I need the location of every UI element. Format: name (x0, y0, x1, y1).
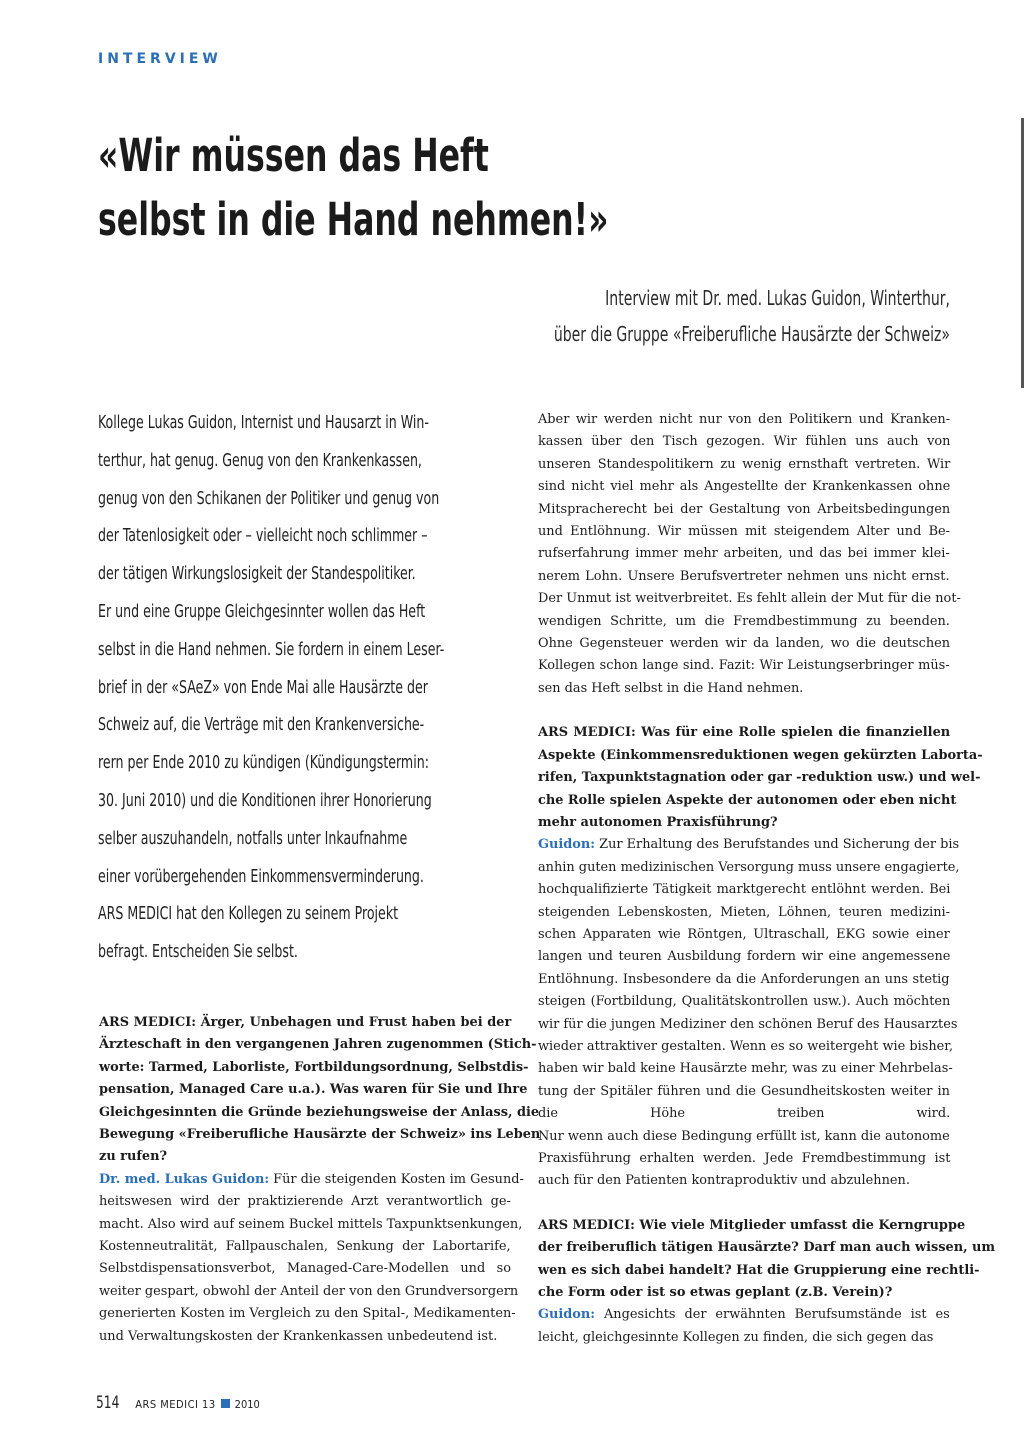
text-line (538, 1103, 950, 1125)
text-line (538, 991, 950, 1013)
lead-line: befragt. Entscheiden Sie selbst. (98, 942, 298, 963)
text-line (538, 1170, 950, 1192)
text-line (538, 678, 950, 700)
line-text: generierten Kosten im Vergleich zu den Spital-, Medikamenten- (99, 1306, 516, 1322)
text-line (538, 1327, 950, 1349)
line-text: Was für eine Rolle spielen die finanziellen (635, 725, 951, 741)
text-line (538, 611, 950, 633)
journal-issue: ARS MEDICI 13 (135, 1398, 216, 1411)
text-line (99, 1281, 519, 1303)
lead-line: Er und eine Gruppe Gleichgesinnter wollen das Heft (98, 601, 426, 622)
title-line-2: selbst in die Hand nehmen!» (98, 193, 609, 246)
text-line (538, 879, 950, 901)
section-label: INTERVIEW (98, 51, 222, 67)
page-number: 514 (96, 1393, 120, 1413)
lead-line: 30. Juni 2010) und die Konditionen ihrer Honorierung (98, 790, 432, 811)
line-text: steigen (Fortbildung, Qualitätskontrollen usw.). Auch möchten (538, 994, 951, 1010)
text-line (538, 499, 950, 521)
line-text: Gleichgesinnten die Gründe beziehungsweise der Anlass, die (99, 1104, 540, 1120)
subtitle-line-2: über die Gruppe «Freiberufliche Hausärzte der Schweiz» (553, 322, 950, 346)
text-line (538, 722, 950, 744)
text-line (99, 1303, 516, 1325)
line-text: steigenden Lebenskosten, Mieten, Löhnen, teuren medizini- (538, 904, 951, 920)
line-text: heitswesen wird der praktizierende Arzt verantwortlich ge- (99, 1194, 511, 1210)
line-text: Wie viele Mitglieder umfasst die Kerngruppe (634, 1217, 966, 1233)
line-text: haben wir bald keine Hausärzte mehr, was zu einer Mehrbelas- (538, 1061, 953, 1077)
line-text: Zur Erhaltung des Berufstandes und Sicherung der bis (595, 837, 960, 853)
text-line (538, 476, 950, 498)
text-line (538, 1260, 980, 1282)
line-text: leicht, gleichgesinnte Kollegen zu finden, die sich gegen das (538, 1329, 934, 1345)
line-text: Kostenneutralität, Fallpauschalen, Senkung der Labortarife, (99, 1239, 511, 1255)
line-text: Aspekte (Einkommensreduktionen wegen gekürzten Laborta- (538, 747, 983, 763)
line-text: Ärger, Unbehagen und Frust haben bei der (196, 1015, 512, 1030)
answer-1-continued (538, 409, 961, 700)
lead-line: ARS MEDICI hat den Kollegen zu seinem Projekt (98, 904, 399, 925)
line-text: che Form oder ist so etwas geplant (z.B. Verein)? (538, 1285, 893, 1301)
text-line (99, 1079, 528, 1101)
speaker-label: Guidon: (538, 1307, 596, 1323)
line-text: Selbstdispensationsverbot, Managed-Care-Modellen und so (99, 1261, 512, 1277)
line-text: Ohne Gegensteuer werden wir da landen, wo die deutschen (538, 636, 951, 652)
text-line (538, 1081, 950, 1103)
lead-line: selbst in die Hand nehmen. Sie fordern in einem Leser- (98, 639, 445, 660)
lead-line: terthur, hat genug. Genug von den Krankenkassen, (98, 450, 422, 471)
line-text: Entlöhnung. Insbesondere da die Anforderungen an uns stetig (538, 971, 950, 987)
line-text: langen und teuren Ausbildung fordern wir eine angemessene (538, 949, 951, 965)
text-line (538, 1304, 950, 1326)
text-line (99, 1146, 511, 1168)
line-text: Aber wir werden nicht nur von den Politikern und Kranken- (538, 412, 951, 427)
lead-line: Kollege Lukas Guidon, Internist und Hausarzt in Win- (98, 413, 429, 433)
text-line (538, 946, 950, 968)
text-line (538, 1237, 996, 1259)
text-line (538, 1014, 958, 1036)
text-line (538, 969, 950, 991)
line-text: sind nicht viel mehr als Angestellte der Krankenkassen ohne (538, 479, 951, 495)
line-text: Ärzteschaft in den vergangenen Jahren zugenommen (Stich- (99, 1037, 537, 1053)
line-text: der freiberuflich tätigen Hausärzte? Darf man auch wissen, um (538, 1240, 996, 1256)
text-line (99, 1102, 540, 1124)
line-text: Mitspracherecht bei der Gestaltung von Arbeitsbedingungen (538, 501, 951, 517)
article-title (98, 124, 691, 252)
answer-1 (99, 1169, 524, 1348)
text-line (99, 1236, 511, 1258)
text-line (99, 1057, 529, 1079)
text-line (538, 1126, 950, 1148)
text-line (99, 1034, 537, 1056)
line-text: Kollegen schon lange sind. Fazit: Wir Leistungserbringer müs- (538, 658, 950, 674)
article-subtitle (250, 280, 950, 352)
line-text: die Höhe treiben wird. (538, 1106, 951, 1122)
answer-2 (538, 834, 960, 1193)
lead-line: selber auszuhandeln, notfalls unter Inkaufnahme (98, 828, 408, 849)
line-text: Für die steigenden Kosten im Gesund- (269, 1171, 524, 1187)
text-line (538, 1282, 950, 1304)
line-text: worte: Tarmed, Laborliste, Fortbildungsordnung, Selbstdis- (99, 1059, 529, 1075)
title-line-1: «Wir müssen das Heft (98, 129, 489, 182)
line-text: Praxisführung erhalten werden. Jede Fremdbestimmung ist (538, 1151, 951, 1166)
text-line (538, 1036, 954, 1058)
line-text: wen es sich dabei handelt? Hat die Gruppierung eine rechtli- (538, 1262, 980, 1278)
interviewer-label: ARS MEDICI: (538, 1217, 635, 1233)
speaker-label: Dr. med. Lukas Guidon: (99, 1171, 270, 1187)
line-text: weiter gespart, obwohl der Anteil der von den Grundversorgern (99, 1283, 519, 1299)
line-text: kassen über den Tisch gezogen. Wir fühlen uns auch von (538, 434, 951, 450)
line-text: sen das Heft selbst in die Hand nehmen. (538, 680, 804, 696)
lead-line: der tätigen Wirkungslosigkeit der Standespolitiker. (98, 564, 416, 585)
text-line (538, 409, 950, 431)
text-line (538, 521, 950, 543)
text-line (538, 924, 950, 946)
left-column (99, 1012, 541, 1348)
right-column (538, 409, 996, 1349)
line-text: wir für die jungen Mediziner den schönen Beruf des Hausarztes (538, 1016, 958, 1032)
line-text: pensation, Managed Care u.a.). Was waren für Sie und Ihre (99, 1082, 528, 1098)
line-text: Angesichts der erwähnten Berufsumstände ist es (595, 1307, 950, 1323)
lead-line: Schweiz auf, die Verträge mit den Krankenversiche- (98, 715, 425, 736)
question-2 (538, 722, 983, 834)
line-text: zu rufen? (99, 1149, 168, 1165)
text-line (538, 1148, 950, 1170)
text-line (538, 790, 957, 812)
line-text: schen Apparaten wie Röntgen, Ultraschall, EKG sowie einer (538, 926, 950, 942)
line-text: mehr autonomen Praxisführung? (538, 814, 778, 830)
text-line (99, 1191, 511, 1213)
line-text: Nur wenn auch diese Bedingung erfüllt ist, kann die autonome (538, 1128, 950, 1144)
line-text: rufserfahrung immer mehr arbeiten, und das bei immer klei- (538, 546, 950, 562)
text-line (538, 812, 950, 834)
question-1 (99, 1012, 541, 1169)
line-text: rifen, Taxpunktstagnation oder gar -reduktion usw.) und wel- (538, 770, 981, 786)
text-line (99, 1326, 511, 1348)
line-text: nerem Lohn. Unsere Berufsvertreter nehmen uns nicht ernst. (538, 568, 950, 584)
lead-line: rern per Ende 2010 zu kündigen (Kündigungstermin: (98, 753, 429, 774)
line-text: Bewegung «Freiberufliche Hausärzte der Schweiz» ins Leben (99, 1127, 541, 1143)
line-text: Der Unmut ist weitverbreitet. Es fehlt allein der Mut für die not- (538, 591, 961, 607)
text-line (538, 633, 950, 655)
line-text: auch für den Patienten kontraproduktiv und abzulehnen. (538, 1173, 910, 1189)
line-text: macht. Also wird auf seinem Buckel mittels Taxpunktsenkungen, (99, 1216, 523, 1232)
text-line (99, 1169, 524, 1191)
text-line (538, 454, 950, 476)
text-line (538, 857, 960, 879)
text-line (538, 588, 961, 610)
lead-line: der Tatenlosigkeit oder – vielleicht noch schlimmer – (98, 526, 428, 547)
text-line (538, 655, 950, 677)
lead-line: genug von den Schikanen der Politiker und genug von (98, 488, 440, 509)
text-line (538, 543, 950, 565)
text-line (538, 902, 950, 924)
line-text: wieder attraktiver gestalten. Wenn es so weitergeht wie bisher, (538, 1038, 954, 1054)
speaker-label: Guidon: (538, 837, 596, 853)
text-line (538, 767, 981, 789)
text-line (99, 1258, 511, 1280)
question-3 (538, 1215, 996, 1305)
interviewer-label: ARS MEDICI: (99, 1015, 196, 1030)
line-text: und Entlöhnung. Wir müssen mit steigendem Alter und Be- (538, 524, 951, 540)
line-text: und Verwaltungskosten der Krankenkassen unbedeutend ist. (99, 1328, 498, 1344)
line-text: che Rolle spielen Aspekte der autonomen oder eben nicht (538, 792, 957, 808)
text-line (99, 1012, 511, 1034)
interviewer-label: ARS MEDICI: (538, 725, 636, 741)
line-text: hochqualifizierte Tätigkeit marktgerecht entlöhnt werden. Bei (538, 882, 951, 898)
journal-year: 2010 (234, 1398, 260, 1411)
text-line (538, 745, 983, 767)
footer-square-icon (221, 1399, 230, 1408)
text-line (99, 1214, 523, 1236)
lead-line: brief in der «SAeZ» von Ende Mai alle Hausärzte der (98, 677, 428, 698)
line-text: anhin guten medizinischen Versorgung muss unsere engagierte, (538, 859, 960, 875)
subtitle-line-1: Interview mit Dr. med. Lukas Guidon, Winterthur, (605, 286, 950, 310)
text-line (538, 1058, 953, 1080)
lead-paragraph (98, 405, 518, 972)
text-line (538, 431, 950, 453)
lead-line: einer vorübergehenden Einkommensverminderung. (98, 866, 424, 887)
line-text: tung der Spitäler führen und die Gesundheitskosten weiter in (538, 1083, 950, 1099)
line-text: wendigen Schritte, um die Fremdbestimmung zu beenden. (538, 613, 950, 629)
page-footer (96, 1393, 260, 1413)
text-line (538, 834, 960, 856)
answer-3 (538, 1304, 950, 1349)
text-line (538, 1215, 966, 1237)
text-line (538, 566, 950, 588)
line-text: unseren Standespolitikern zu wenig ernsthaft vertreten. Wir (538, 456, 951, 472)
text-line (99, 1124, 541, 1146)
